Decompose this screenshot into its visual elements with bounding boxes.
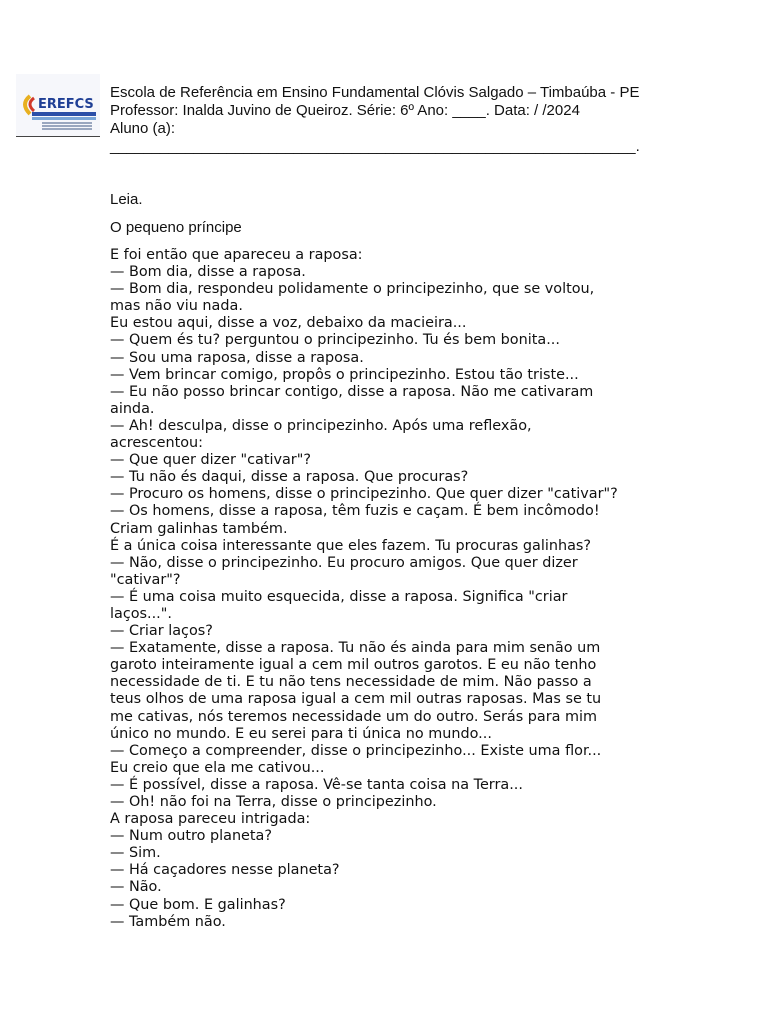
text-line: teus olhos de uma raposa igual a cem mil outras raposas. Mas se tu: [110, 691, 602, 708]
school-name: Escola de Referência em Ensino Fundamental Clóvis Salgado – Timbaúba - PE: [110, 84, 640, 101]
text-line: necessidade de ti. E tu não tens necessidade de mim. Não passo a: [110, 674, 592, 691]
text-line: acrescentou:: [110, 435, 203, 452]
student-label: Aluno (a):: [110, 120, 176, 137]
text-line: — Que quer dizer "cativar"?: [110, 452, 311, 469]
text-line: ainda.: [110, 400, 155, 417]
text-title: O pequeno príncipe: [110, 219, 242, 236]
text-line: — É possível, disse a raposa. Vê-se tanta coisa na Terra...: [110, 776, 523, 793]
text-line: E foi então que apareceu a raposa:: [110, 247, 363, 263]
text-line: — Há caçadores nesse planeta?: [110, 862, 340, 879]
text-line: — Começo a compreender, disse o principezinho... Existe uma flor...: [110, 742, 602, 759]
worksheet-header: [110, 84, 750, 156]
text-line: — Bom dia, respondeu polidamente o principezinho, que se voltou,: [110, 281, 595, 298]
text-line: "cativar"?: [110, 571, 181, 588]
text-line: — Criar laços?: [110, 623, 213, 640]
logo-text: EREFCS: [38, 97, 94, 112]
school-logo: [16, 74, 100, 137]
text-line: — É uma coisa muito esquecida, disse a raposa. Significa "criar: [110, 588, 568, 605]
text-line: — Que bom. E galinhas?: [110, 896, 286, 913]
text-line: — Também não.: [110, 913, 226, 930]
text-line: único no mundo. E eu serei para ti única no mundo...: [110, 725, 492, 742]
text-line: — Tu não és daqui, disse a raposa. Que procuras?: [110, 469, 469, 486]
text-line: garoto inteiramente igual a cem mil outros garotos. E eu não tenho: [110, 657, 597, 674]
teacher-info: Professor: Inalda Juvino de Queiroz. Série: 6º Ano: ____. Data: / /2024: [110, 102, 580, 119]
text-line: — Ah! desculpa, disse o principezinho. Após uma reflexão,: [110, 417, 532, 434]
text-line: laços...".: [110, 605, 172, 622]
text-line: — Sou uma raposa, disse a raposa.: [110, 349, 364, 366]
text-line: — Procuro os homens, disse o principezinho. Que quer dizer "cativar"?: [110, 486, 618, 503]
school-logo-graphic: [16, 74, 100, 136]
text-line: É a única coisa interessante que eles fazem. Tu procuras galinhas?: [110, 537, 592, 554]
text-line: Eu creio que ela me cativou...: [110, 759, 325, 776]
text-line: Eu estou aqui, disse a voz, debaixo da macieira...: [110, 315, 467, 332]
text-line: — Não, disse o principezinho. Eu procuro amigos. Que quer dizer: [110, 554, 578, 571]
text-line: — Sim.: [110, 845, 161, 862]
text-line: — Oh! não foi na Terra, disse o principezinho.: [110, 794, 437, 810]
text-line: — Os homens, disse a raposa, têm fuzis e caçam. É bem incômodo!: [110, 503, 600, 520]
text-line: mas não viu nada.: [110, 298, 243, 315]
text-line: — Bom dia, disse a raposa.: [110, 264, 306, 281]
text-line: A raposa pareceu intrigada:: [110, 811, 311, 828]
text-line: — Exatamente, disse a raposa. Tu não és ainda para mim senão um: [110, 640, 601, 657]
story-text: [110, 247, 760, 931]
instruction-leia: Leia.: [110, 191, 143, 208]
text-line: — Quem és tu? perguntou o principezinho. Tu és bem bonita...: [110, 332, 560, 349]
text-line: me cativas, nós teremos necessidade um do outro. Serás para mim: [110, 708, 598, 725]
text-line: — Vem brincar comigo, propôs o principezinho. Estou tão triste...: [110, 366, 579, 383]
text-line: — Eu não posso brincar contigo, disse a raposa. Não me cativaram: [110, 383, 594, 400]
text-line: — Não.: [110, 879, 162, 896]
text-line: Criam galinhas também.: [110, 520, 288, 537]
student-name-blank: _______________________________________________________________.: [110, 138, 640, 155]
text-line: — Num outro planeta?: [110, 828, 273, 845]
reading-content: [110, 191, 760, 931]
